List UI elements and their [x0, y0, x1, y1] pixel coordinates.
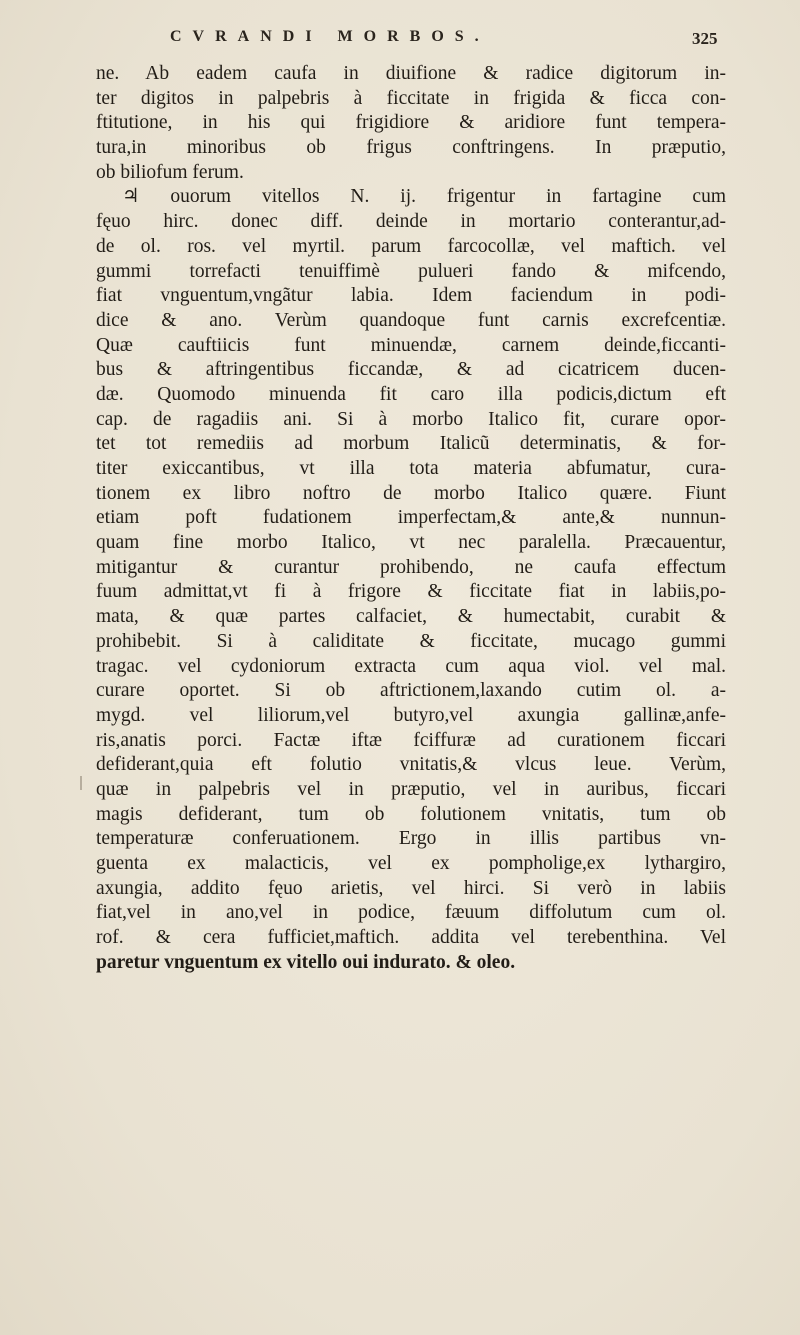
- text-line: etiam poft fudationem imperfectam,& ante,& nunnun-: [96, 507, 726, 529]
- text-line: fiat,vel in ano,vel in podice, fæuum diffolutum cum ol.: [96, 902, 726, 924]
- running-head: [0, 22, 800, 62]
- text-line: fuum admittat,vt fi à frigore & ficcitate fiat in labiis,po-: [96, 581, 726, 603]
- text-line: ne. Ab eadem caufa in diuifione & radice digitorum in-: [96, 63, 726, 84]
- text-line: gummi torrefacti tenuiffimè pulueri fando & mifcendo,: [96, 260, 726, 282]
- text-line: tionem ex libro noftro de morbo Italico quære. Fiunt: [96, 482, 726, 504]
- text-line: de ol. ros. vel myrtil. parum farcocollæ, vel maftich. vel: [96, 235, 726, 257]
- text-line: cap. de ragadiis ani. Si à morbo Italico fit, curare opor-: [96, 408, 726, 430]
- text-line: ftitutione, in his qui frigidiore & aridiore funt tempera-: [96, 112, 726, 134]
- page-number: 325: [692, 29, 718, 48]
- text-line: Quæ cauftiicis funt minuendæ, carnem deinde,ficcanti-: [96, 334, 726, 356]
- text-line: mata, & quæ partes calfaciet, & humectabit, curabit &: [96, 606, 726, 628]
- text-line: curare oportet. Si ob aftrictionem,laxando cutim ol. a-: [96, 680, 726, 702]
- text-line: defiderant,quia eft folutio vnitatis,& vlcus leue. Verùm,: [96, 754, 726, 776]
- body-text: [96, 62, 726, 975]
- recipe-line: ♃ ouorum vitellos N. ij. frigentur in fartagine cum: [122, 186, 726, 208]
- text-line: ob biliofum ferum.: [96, 161, 244, 183]
- text-line: magis defiderant, tum ob folutionem vnitatis, tum ob: [96, 803, 726, 825]
- text-line: prohibebit. Si à caliditate & ficcitate, mucago gummi: [96, 630, 726, 652]
- text-line: quæ in palpebris vel in præputio, vel in auribus, ficcari: [96, 778, 726, 800]
- text-line: mygd. vel liliorum,vel butyro,vel axungia gallinæ,anfe-: [96, 704, 726, 726]
- text-line: tura,in minoribus ob frigus conftringens. In præputio,: [96, 137, 726, 159]
- text-line: titer exiccantibus, vt illa tota materia abfumatur, cura-: [96, 458, 726, 479]
- text-line: tragac. vel cydoniorum extracta cum aqua viol. vel mal.: [96, 655, 726, 677]
- text-line-final: paretur vnguentum ex vitello oui indurato. & oleo.: [96, 951, 516, 973]
- text-line: dæ. Quomodo minuenda fit caro illa podicis,dictum eft: [96, 383, 726, 405]
- text-line: axungia, addito fęuo arietis, vel hirci. Si verò in labiis: [96, 877, 726, 899]
- text-line: rof. & cera fufficiet,maftich. addita vel terebenthina. Vel: [96, 927, 726, 949]
- text-line: bus & aftringentibus ficcandæ, & ad cicatricem ducen-: [96, 359, 726, 381]
- text-line: fęuo hirc. donec diff. deinde in mortario conterantur,ad-: [96, 211, 726, 233]
- text-line: mitigantur & curantur prohibendo, ne caufa effectum: [96, 556, 726, 578]
- text-line: ris,anatis porci. Factæ iftæ fciffuræ ad curationem ficcari: [96, 729, 726, 751]
- running-title: CVRANDI MORBOS.: [170, 28, 490, 45]
- text-line: guenta ex malacticis, vel ex pompholige,ex lythargiro,: [96, 853, 726, 874]
- margin-mark: [80, 776, 82, 790]
- text-line: temperaturæ conferuationem. Ergo in illis partibus vn-: [96, 828, 726, 850]
- text-line: dice & ano. Verùm quandoque funt carnis excrefcentiæ.: [96, 309, 726, 331]
- text-line: tet tot remediis ad morbum Italicũ determinatis, & for-: [96, 433, 726, 455]
- text-line: quam fine morbo Italico, vt nec paralella. Præcauentur,: [96, 532, 726, 554]
- text-line: fiat vnguentum,vngãtur labia. Idem faciendum in podi-: [96, 285, 726, 307]
- text-line: ter digitos in palpebris à ficcitate in frigida & ficca con-: [96, 87, 726, 109]
